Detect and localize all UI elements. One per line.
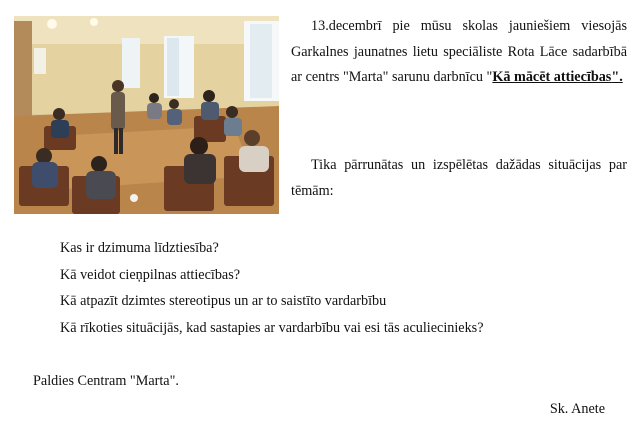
intro-paragraph bbox=[291, 14, 627, 91]
topics-intro-paragraph: Tika pārrunātas un izspēlētas dažādas situācijas par tēmām: bbox=[291, 157, 627, 199]
topic-item: Kā rīkoties situācijās, kad sastapies ar vardarbību vai esi tās aculiecinieks? bbox=[60, 319, 484, 336]
workshop-title-link[interactable]: Kā mācēt attiecības bbox=[492, 69, 612, 85]
intro-text: 13.decembrī pie mūsu skolas jauniešiem viesojās Garkalnes jaunatnes lietu speciāliste Rota Lāce sadarbībā ar centrs "Marta" sarunu darbnīcu " bbox=[291, 18, 627, 85]
topic-item: Kas ir dzimuma līdztiesība? bbox=[60, 240, 219, 256]
topic-item: Kā atpazīt dzimtes stereotipus un ar to saistīto vardarbību bbox=[60, 293, 387, 309]
topic-item: Kā veidot cieņpilnas attiecības? bbox=[60, 266, 241, 283]
thanks-text: Paldies Centram "Marta". bbox=[33, 373, 179, 389]
workshop-photo bbox=[14, 16, 279, 214]
topics-list bbox=[60, 235, 484, 341]
author-signature: Sk. Anete bbox=[549, 401, 605, 417]
workshop-title-closing: ". bbox=[611, 69, 623, 85]
